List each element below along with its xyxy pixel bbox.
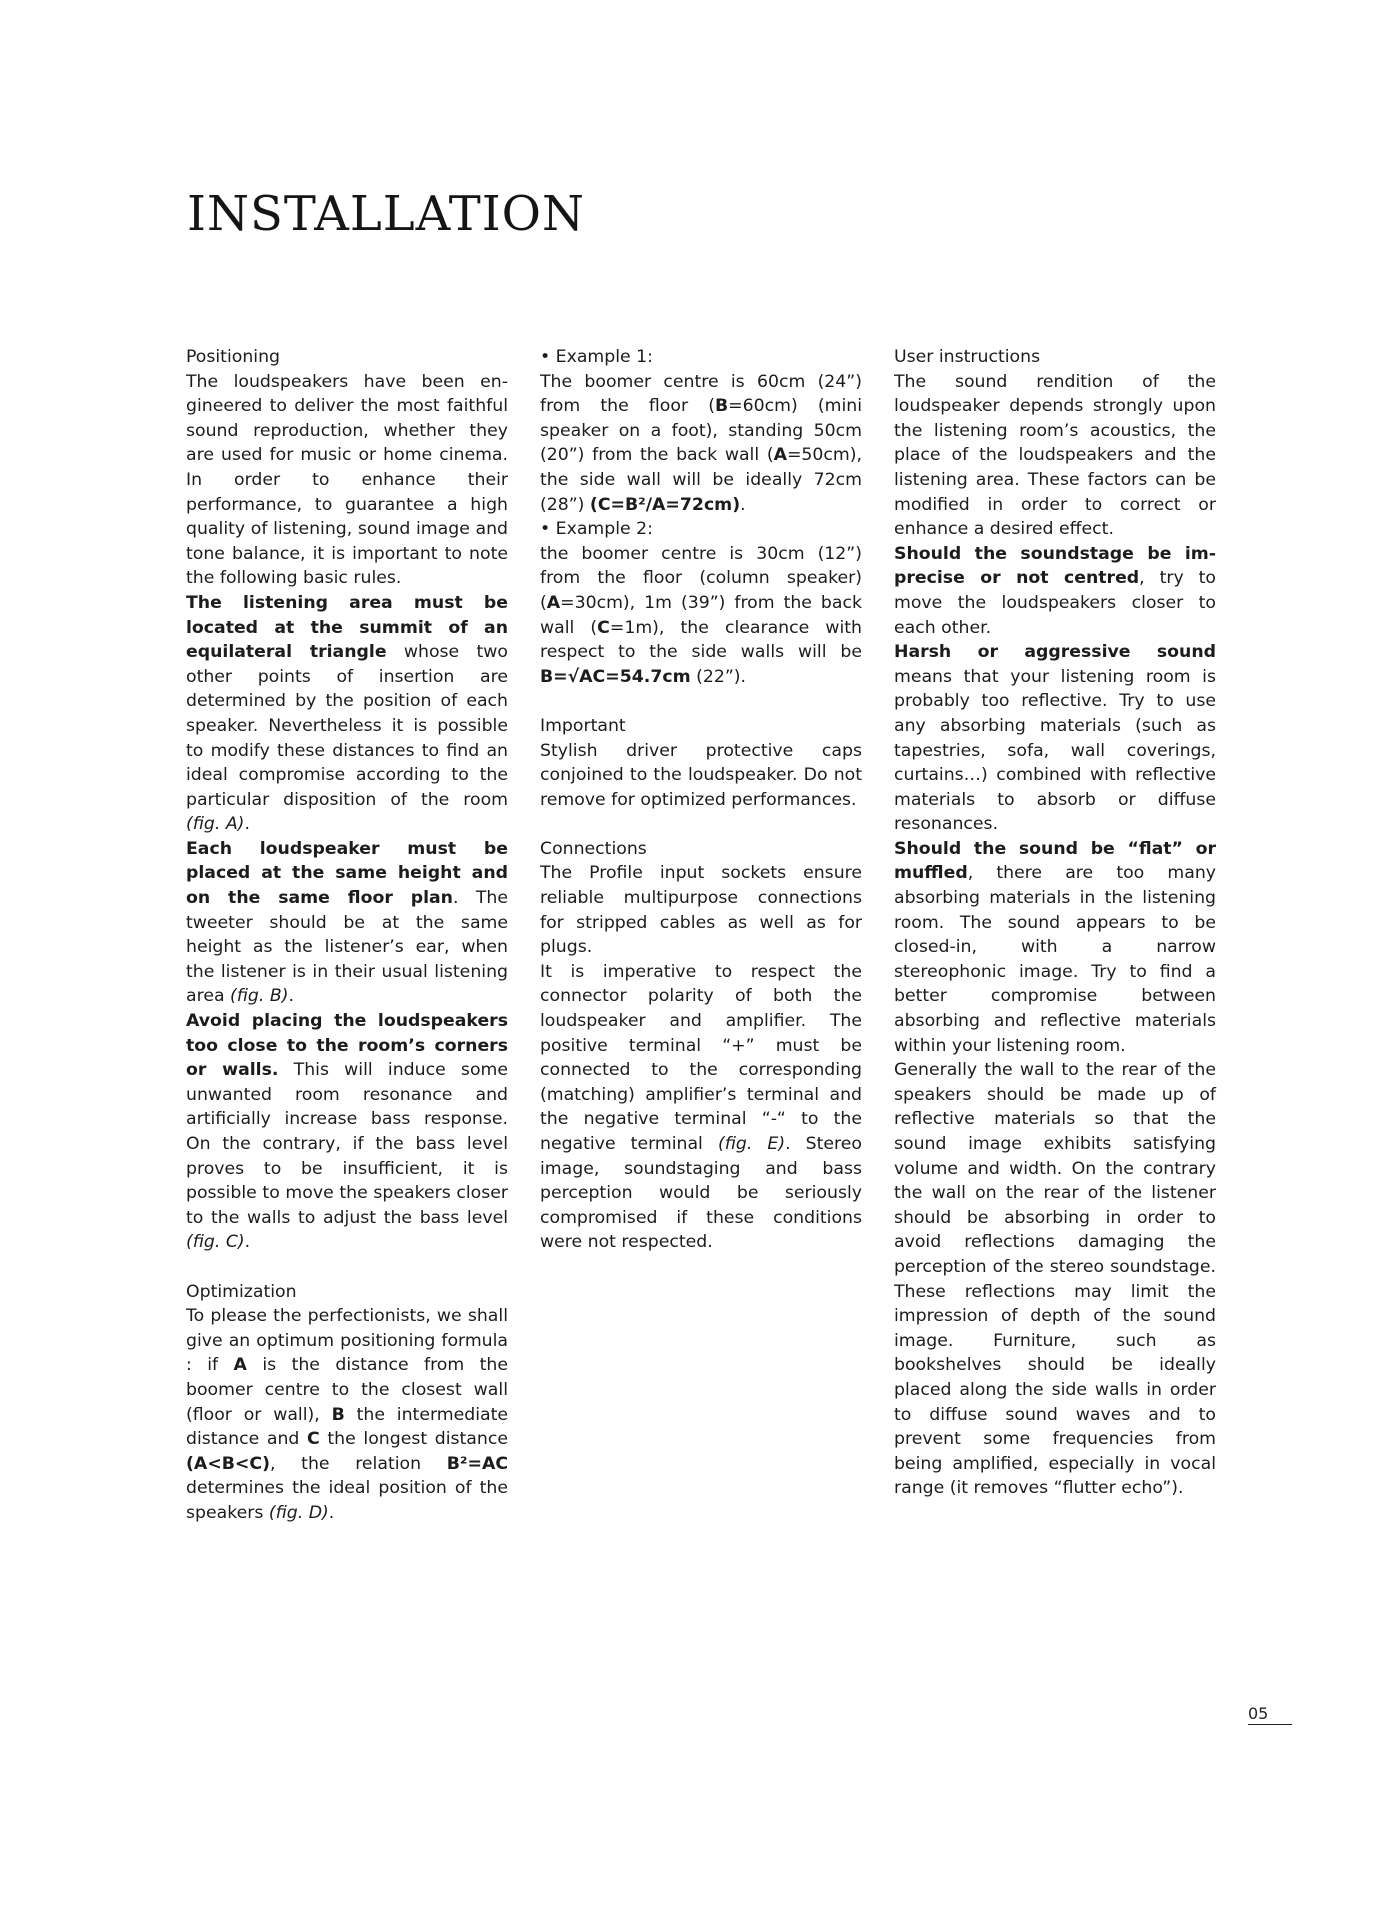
soundstage-tip-text: , try to move the loudspeakers closer to each other. bbox=[894, 568, 1217, 638]
ex1-var-a: A bbox=[773, 445, 787, 466]
ex2-text-2: =30cm), 1m (39”) from the back wall ( bbox=[540, 592, 862, 638]
ex2-var-c: C bbox=[597, 617, 610, 638]
page-number: 05 bbox=[1248, 1704, 1292, 1725]
example-1-text bbox=[540, 370, 862, 518]
example-2-text bbox=[540, 542, 862, 690]
wall-advice-text: Generally the wall to the rear of the speakers should be made up of reflective materials so that the sound image exhibits satisfying volume and width. On the contrary the wall on the rear of the listener should be absorbing in order to avoid reflections damaging the perception of the stereo soundstage. These reflections may limit the impression of depth of the sound image. Furniture, such as bookshelves should be ideally placed along the side walls in order to diffuse sound waves and to prevent some frequencies from being amplified, especially in vocal range (it removes “flutter echo”). bbox=[894, 1060, 1216, 1499]
ex1-end: . bbox=[740, 494, 746, 515]
connections-text-2 bbox=[540, 960, 862, 1255]
important-text: Stylish driver protective caps conjoined to the loudspeaker. Do not remove for optimized performances. bbox=[540, 740, 862, 810]
ex1-text-3: =50cm), the side wall will be ideally 72cm (28”) bbox=[540, 445, 862, 515]
spacer bbox=[540, 812, 862, 837]
rule-listening-area bbox=[186, 591, 508, 837]
optimization-text bbox=[186, 1304, 508, 1525]
ex1-text-2: =60cm) (mini speaker on a foot), standing 50cm (20”) from the back wall ( bbox=[540, 396, 863, 466]
connections-heading: Connections bbox=[540, 838, 647, 859]
conn-text-2: It is imperative to respect the connector polarity of both the loudspeaker and amplifier. The positive terminal “+” must be connected to the corresponding (matching) amplifier’s terminal and the negative terminal “-“ to the negative terminal bbox=[540, 961, 862, 1154]
flat-sound-tip bbox=[894, 837, 1216, 1058]
opt-text-1: To please the perfectionists, we shall give an optimum positioning formula : if bbox=[186, 1306, 508, 1376]
ex2-formula: B=√AC=54.7cm bbox=[540, 666, 691, 687]
spacer bbox=[186, 1255, 508, 1280]
example-1-heading: • Example 1: bbox=[540, 347, 653, 367]
fig-d-ref: (fig. D) bbox=[268, 1502, 329, 1523]
fig-a-ref: (fig. A) bbox=[186, 814, 245, 835]
rule-avoid-corners-bold: Avoid placing the loudspeakers too close to the room’s corners or walls. bbox=[186, 1011, 508, 1081]
opt-end: . bbox=[328, 1502, 335, 1523]
opt-text-2: is the distance from the boomer centre to the closest wall (floor or wall), bbox=[186, 1355, 508, 1425]
ex2-text-3: =1m), the clearance with respect to the side walls will be bbox=[540, 617, 863, 663]
page-title: INSTALLATION bbox=[187, 186, 586, 242]
opt-var-b: B bbox=[331, 1404, 345, 1425]
ex2-var-a: A bbox=[546, 592, 561, 613]
flat-sound-tip-text: , there are too many absorbing materials in the listening room. The sound appears to be closed-in, with a narrow stereophonic image. Try to find a better compromise between absorbing and reflective materials within your listening room. bbox=[894, 863, 1216, 1056]
opt-relation: B²=AC bbox=[446, 1453, 508, 1474]
fig-e-ref: (fig. E) bbox=[717, 1134, 786, 1154]
ex1-text-1: The boomer centre is 60cm (24”) from the floor ( bbox=[540, 371, 862, 417]
user-instructions-heading: User instructions bbox=[894, 347, 1041, 367]
fig-c-ref: (fig. C) bbox=[186, 1232, 245, 1253]
rule-avoid-corners-end: . bbox=[244, 1232, 251, 1253]
important-heading: Important bbox=[540, 715, 626, 736]
positioning-heading: Positioning bbox=[186, 347, 281, 367]
harsh-sound-tip-bold: Harsh or aggressive sound bbox=[894, 642, 1216, 663]
conn-text-3: . Stereo image, soundstaging and bass perception would be seriously compromised if these conditions were not respected. bbox=[540, 1134, 862, 1253]
column-left bbox=[186, 345, 508, 1526]
soundstage-tip-bold: Should the soundstage be im-precise or not centred bbox=[894, 543, 1216, 589]
positioning-text: The loudspeakers have been en-gineered to deliver the most faithful sound reproduction, whether they are used for music or home cinema. In order to enhance their performance, to guarantee a high quality of listening, sound image and tone balance, it is important to note the following basic rules. bbox=[186, 371, 508, 589]
spacer bbox=[540, 689, 862, 714]
harsh-sound-tip-text: means that your listening room is probably too reflective. Try to use any absorbing materials (such as tapestries, sofa, wall coverings, curtains…) combined with reflective materials to absorb or diffuse resonances. bbox=[894, 666, 1216, 835]
opt-var-c: C bbox=[307, 1429, 320, 1450]
ex2-end: (22”). bbox=[690, 666, 747, 687]
rule-listening-area-bold: The listening area must be located at the summit of an equilateral triangle bbox=[186, 592, 508, 663]
rule-same-height bbox=[186, 837, 508, 1009]
opt-inequality: (A<B<C) bbox=[186, 1453, 270, 1474]
opt-text-5: , the relation bbox=[270, 1453, 447, 1474]
rule-avoid-corners bbox=[186, 1009, 508, 1255]
opt-text-4: the longest distance bbox=[319, 1429, 508, 1450]
user-instructions-text: The sound rendition of the loudspeaker depends strongly upon the listening room’s acoustics, the place of the loudspeakers and the listening area. These factors can be modified in order to correct or enhance a desired effect. bbox=[894, 371, 1216, 540]
rule-same-height-text: . The tweeter should be at the same height as the listener’s ear, when the listener is in their usual listening area bbox=[186, 888, 508, 1007]
rule-listening-area-end: . bbox=[244, 814, 250, 835]
rule-same-height-end: . bbox=[288, 986, 294, 1007]
connections-text-1: The Profile input sockets ensure reliable multipurpose connections for stripped cables as well as for plugs. bbox=[540, 863, 862, 958]
flat-sound-tip-bold: Should the sound be “flat” or muffled bbox=[894, 838, 1216, 884]
ex1-var-b: B bbox=[714, 396, 729, 417]
harsh-sound-tip bbox=[894, 640, 1216, 837]
column-right bbox=[894, 345, 1216, 1501]
opt-text-6: determines the ideal position of the speakers bbox=[186, 1478, 508, 1523]
ex1-formula: (C=B²/A=72cm) bbox=[589, 494, 741, 515]
fig-b-ref: (fig. B) bbox=[230, 986, 289, 1007]
rule-same-height-bold: Each loudspeaker must be placed at the same height and on the same floor plan bbox=[186, 838, 508, 909]
soundstage-tip bbox=[894, 542, 1216, 640]
column-middle bbox=[540, 345, 862, 1255]
example-2-heading: • Example 2: bbox=[540, 519, 653, 540]
opt-text-3: the intermediate distance and bbox=[186, 1404, 508, 1450]
opt-var-a: A bbox=[233, 1355, 247, 1376]
rule-listening-area-text: whose two other points of insertion are determined by the position of each speaker. Nevertheless it is possible to modify these distances to find an ideal compromise according to the particular disposition of the room bbox=[186, 642, 508, 810]
optimization-heading: Optimization bbox=[186, 1281, 297, 1302]
ex2-text-1: the boomer centre is 30cm (12”) from the floor (column speaker) ( bbox=[540, 543, 862, 613]
rule-avoid-corners-text: This will induce some unwanted room resonance and artificially increase bass response. On the contrary, if the bass level proves to be insufficient, it is possible to move the speakers closer to the walls to adjust the bass level bbox=[186, 1060, 508, 1228]
